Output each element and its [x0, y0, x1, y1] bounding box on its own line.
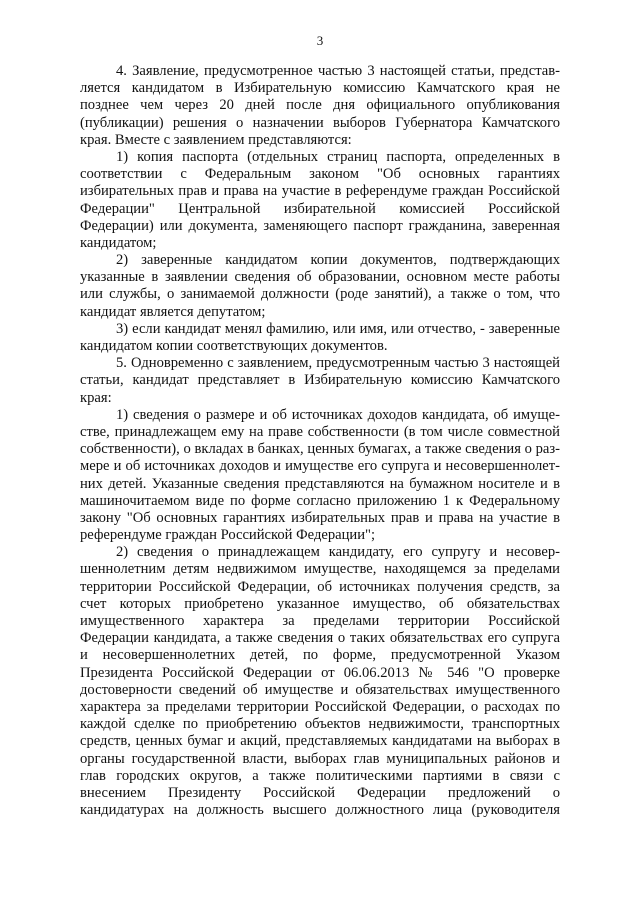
text-line: Президента Российской Федерации от 06.06.2013 № 546 "О проверке — [80, 664, 560, 681]
text-line: машиночитаемом виде по форме согласно приложению 1 к Федеральному — [80, 492, 560, 509]
text-line: достоверности сведений об имуществе и обязательствах имущественного — [80, 681, 560, 698]
text-line: и несовершеннолетних детей, по форме, предусмотренной Указом — [80, 647, 560, 664]
text-line: 1) копия паспорта (отдельных страниц паспорта, определенных в — [116, 148, 560, 165]
text-line: 4. Заявление, предусмотренное частью 3 настоящей статьи, представ- — [116, 63, 560, 79]
text-line: Федерации кандидата, а также сведения о таких обязательствах его супруга — [80, 630, 560, 647]
text-line: 1) сведения о размере и об источниках доходов кандидата, об имуще- — [116, 406, 560, 423]
page-number: 3 — [316, 33, 324, 48]
text-line: кандидатурах на должность высшего должностного лица (руководителя — [80, 802, 560, 819]
text-line: или службы, о занимаемой должности (роде занятий), а также о том, что — [80, 286, 560, 303]
text-line: стве, принадлежащем ему на праве собственности (в том числе совместной — [80, 423, 560, 440]
text-line: 2) заверенные кандидатом копии документов, подтверждающих — [116, 252, 560, 269]
text-line: территории Российской Федерации, об источниках получения средств, за — [80, 578, 560, 595]
text-line: указанные в заявлении сведения об образовании, основном месте работы — [80, 269, 560, 286]
text-line: 3) если кандидат менял фамилию, или имя, или отчество, - заверенные — [116, 320, 560, 337]
text-line: (публикации) решения о назначении выборов Губернатора Камчатского — [80, 114, 560, 131]
text-line: внесением Президенту Российской Федерации предложений о — [80, 784, 560, 801]
document-body — [80, 63, 560, 819]
text-line: глав городских округов, а также политическими партиями в связи с — [80, 767, 560, 784]
text-line: собственности), о вкладах в банках, ценных бумагах, а также сведения о раз- — [80, 441, 560, 458]
text-line: края. Вместе с заявлением представляются: — [80, 131, 352, 148]
text-line: кандидатом; — [80, 234, 157, 251]
text-line: кандидат является депутатом; — [80, 303, 266, 320]
text-line: органы государственной власти, выборах глав муниципальных районов и — [80, 750, 560, 767]
text-line: средств, ценных бумаг и акций, представляемых кандидатами на выборах в — [80, 733, 560, 750]
text-line: соответствии с Федеральным законом "Об основных гарантиях — [80, 166, 560, 183]
text-line: счет которых приобретено указанное имущество, об обязательствах — [80, 595, 560, 612]
text-line: Федерации) или документа, заменяющего паспорт гражданина, заверенная — [80, 217, 560, 234]
text-line: мере и об источниках доходов и имуществе его супруга и несовершеннолет- — [80, 458, 560, 475]
text-line: каждой сделке по приобретению объектов недвижимости, транспортных — [80, 716, 560, 733]
text-line: 2) сведения о принадлежащем кандидату, его супругу и несовер- — [116, 544, 560, 561]
text-line: ляется кандидатом в Избирательную комиссию Камчатского края не — [80, 80, 560, 97]
text-line: позднее чем через 20 дней после дня официального опубликования — [80, 97, 560, 114]
text-line: 5. Одновременно с заявлением, предусмотренным частью 3 настоящей — [116, 355, 560, 372]
text-line: характера за пределами территории Российской Федерации, о расходах по — [80, 698, 560, 715]
text-line: имущественного характера за пределами территории Российской — [80, 613, 560, 629]
text-line: закону "Об основных гарантиях избирательных прав и права на участие в — [80, 509, 560, 526]
text-line: референдуме граждан Российской Федерации"; — [80, 527, 376, 544]
text-line: Федерации" Центральной избирательной комиссией Российской — [80, 200, 560, 217]
text-line: кандидатом копии соответствующих документов. — [80, 338, 388, 354]
text-line: статьи, кандидат представляет в Избирательную комиссию Камчатского — [80, 372, 560, 389]
text-line: избирательных прав и права на участие в референдуме граждан Российской — [80, 183, 560, 200]
text-line: края: — [80, 389, 112, 406]
text-line: них детей. Указанные сведения представляются на бумажном носителе и в — [80, 475, 560, 492]
text-line: шеннолетним детям недвижимом имуществе, находящемся за пределами — [80, 561, 560, 578]
